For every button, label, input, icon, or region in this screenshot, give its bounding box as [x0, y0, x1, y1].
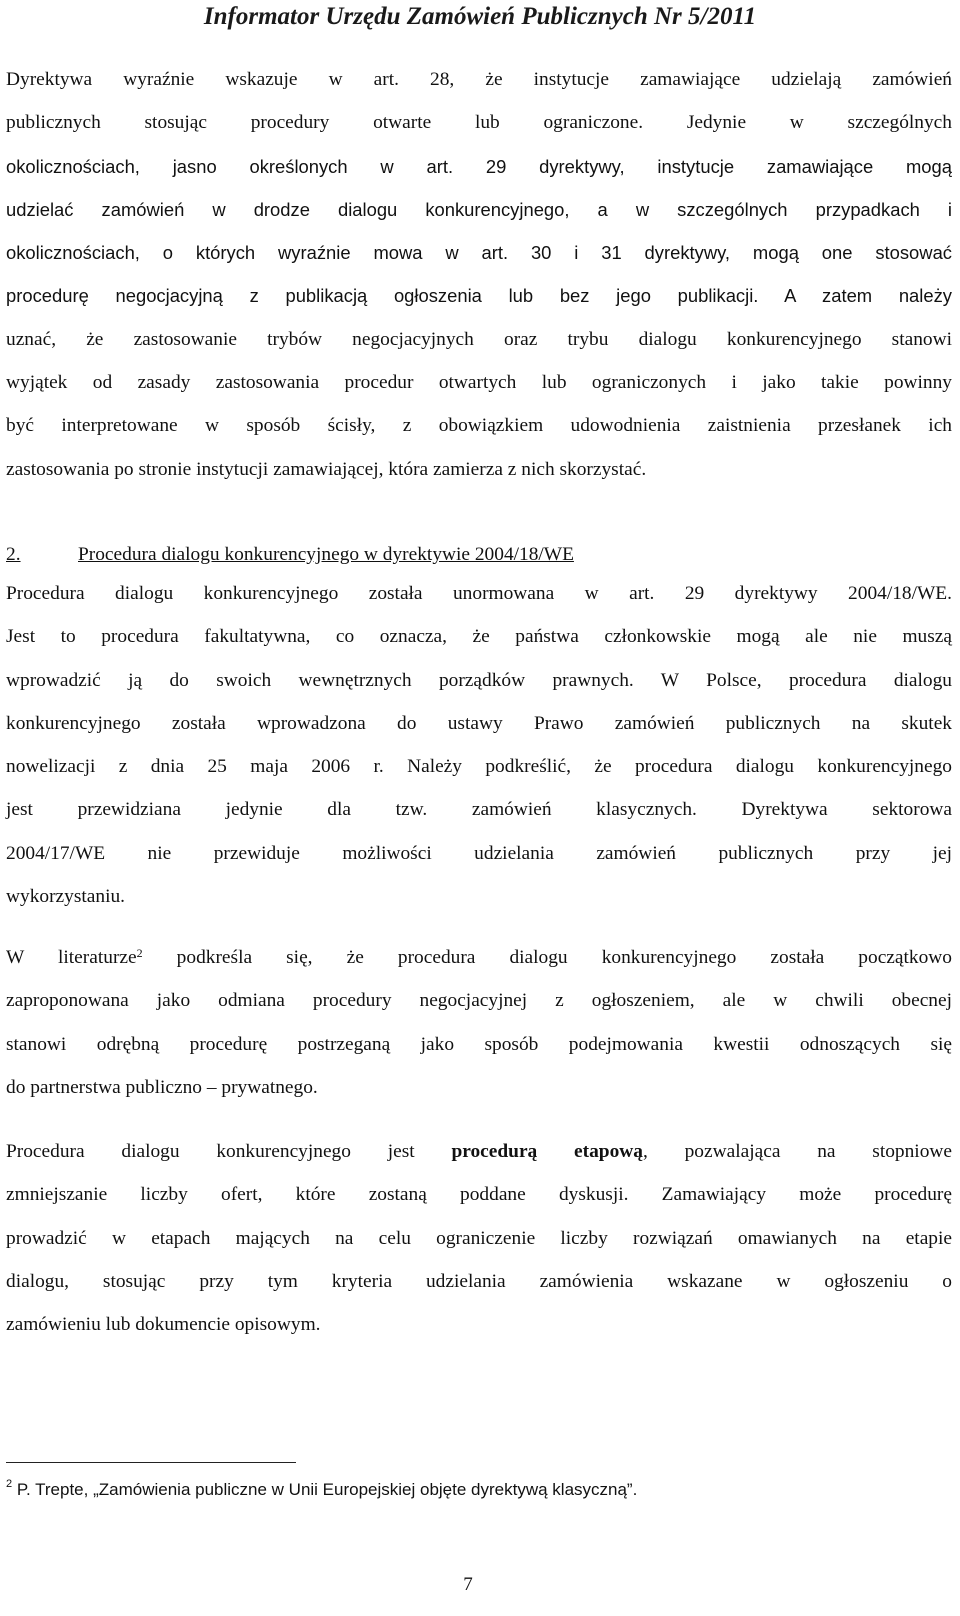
text-fragment: Procedura dialogu konkurencyjnego jest: [6, 1141, 452, 1162]
page-number: 7: [463, 1574, 473, 1595]
bold-term: procedurą etapową: [451, 1141, 643, 1162]
text-fragment: , pozwalająca na stopniowe: [642, 1141, 952, 1162]
text-line: Jest to procedura fakultatywna, co oznacza, że państwa członkowskie mogą ale nie muszą: [6, 626, 952, 648]
text-line: wyjątek od zasady zastosowania procedur otwartych lub ograniczonych i jako takie powinny: [6, 372, 952, 394]
text-line: jest przewidziana jedynie dla tzw. zamówień klasycznych. Dyrektywa sektorowa: [6, 799, 952, 821]
paragraph-intro: [6, 58, 952, 491]
text-line: [6, 1130, 952, 1173]
text-line: zmniejszanie liczby ofert, które zostaną poddane dyskusji. Zamawiający może procedurę: [6, 1184, 952, 1206]
journal-header: Informator Urzędu Zamówień Publicznych Nr 5/2011: [203, 3, 757, 30]
text-line: do partnerstwa publiczno – prywatnego.: [6, 1076, 318, 1098]
text-line: wprowadzić ją do swoich wewnętrznych porządków prawnych. W Polsce, procedura dialogu: [6, 669, 952, 691]
section-number: 2.: [6, 544, 21, 565]
text-line: wykorzystaniu.: [6, 886, 126, 908]
paragraph-staged-procedure: [6, 1130, 952, 1346]
footnote-text: P. Trepte, „Zamówienia publiczne w Unii Europejskiej objęte dyrektywą klasyczną”.: [12, 1480, 638, 1499]
text-line: zamówieniu lub dokumencie opisowym.: [6, 1314, 321, 1336]
section-heading: [6, 535, 574, 575]
paragraph-literature: [6, 936, 952, 1109]
text-line: dialogu, stosując przy tym kryteria udzielania zamówienia wskazane w ogłoszeniu o: [6, 1270, 952, 1292]
text-line: procedurę negocjacyjną z publikacją ogłoszenia lub bez jego publikacji. A zatem należy: [6, 285, 952, 307]
footnote-separator: [6, 1462, 296, 1463]
text-line: Dyrektywa wyraźnie wskazuje w art. 28, że instytucje zamawiające udzielają zamówień: [6, 69, 952, 90]
text-line: udzielać zamówień w drodze dialogu konkurencyjnego, a w szczególnych przypadkach i: [6, 198, 952, 220]
footnote-reference[interactable]: 2: [136, 946, 143, 960]
text-line: [6, 936, 952, 979]
text-line: nowelizacji z dnia 25 maja 2006 r. Należy podkreślić, że procedura dialogu konkurencyjnego: [6, 756, 952, 778]
footnote: [6, 1478, 637, 1502]
text-line: prowadzić w etapach mających na celu ograniczenie liczby rozwiązań omawianych na etapie: [6, 1227, 952, 1249]
text-line: okolicznościach, jasno określonych w art. 29 dyrektywy, instytucje zamawiające mogą: [6, 155, 952, 177]
text-line: okolicznościach, o których wyraźnie mowa w art. 30 i 31 dyrektywy, mogą one stosować: [6, 242, 952, 264]
text-line: być interpretowane w sposób ścisły, z obowiązkiem udowodnienia zaistnienia przesłanek ich: [6, 415, 952, 437]
text-line: Procedura dialogu konkurencyjnego została unormowana w art. 29 dyrektywy 2004/18/WE.: [6, 583, 952, 604]
text-line: uznać, że zastosowanie trybów negocjacyjnych oraz trybu dialogu konkurencyjnego stanowi: [6, 328, 952, 350]
text-line: konkurencyjnego została wprowadzona do ustawy Prawo zamówień publicznych na skutek: [6, 712, 952, 734]
text-line: zastosowania po stronie instytucji zamawiającej, która zamierza z nich skorzystać.: [6, 458, 647, 480]
text-line: 2004/17/WE nie przewiduje możliwości udzielania zamówień publicznych przy jej: [6, 842, 952, 864]
text-line: zaproponowana jako odmiana procedury negocjacyjnej z ogłoszeniem, ale w chwili obecnej: [6, 990, 952, 1012]
footnote-marker: 2: [6, 1478, 13, 1490]
section-title: Procedura dialogu konkurencyjnego w dyrektywie 2004/18/WE: [78, 544, 574, 565]
text-fragment: podkreśla się, że procedura dialogu konkurencyjnego została początkowo: [142, 947, 952, 968]
text-line: publicznych stosując procedury otwarte lub ograniczone. Jedynie w szczególnych: [6, 112, 952, 134]
text-fragment: W literaturze: [6, 947, 137, 968]
paragraph-section2: [6, 572, 952, 918]
text-line: stanowi odrębną procedurę postrzeganą jako sposób podejmowania kwestii odnoszących się: [6, 1033, 952, 1055]
